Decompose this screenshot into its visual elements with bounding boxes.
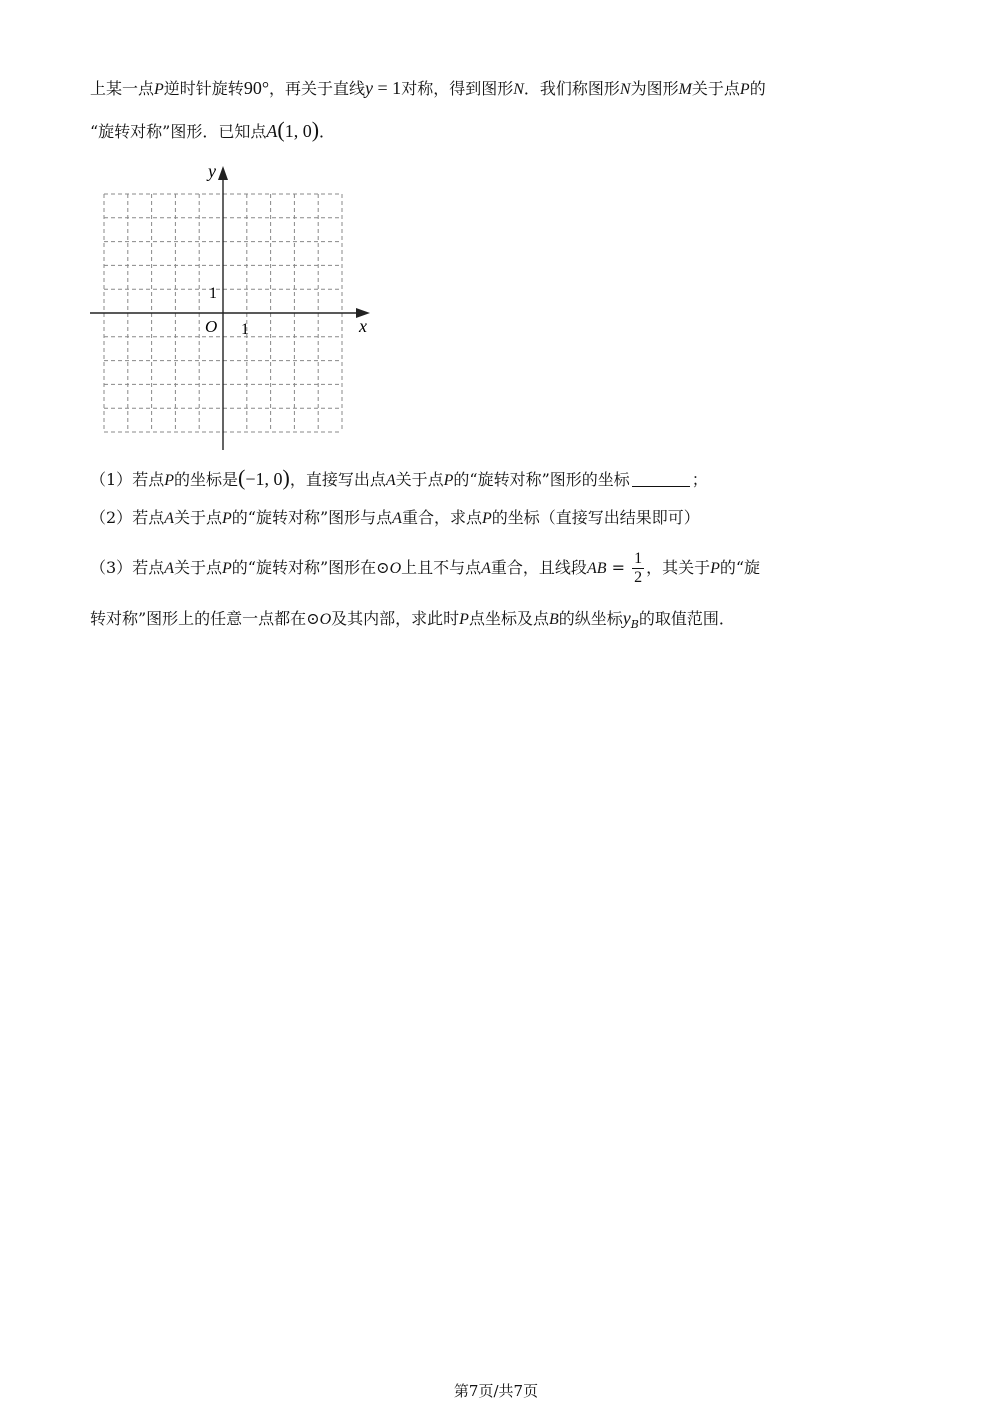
text: 关于点	[173, 508, 222, 527]
equals: =	[606, 558, 631, 577]
text: 若点	[132, 470, 165, 489]
text: ，再关于直线	[269, 79, 366, 98]
var-p: P	[164, 472, 174, 489]
var-n: N	[513, 81, 524, 98]
text: ，其关于	[646, 558, 711, 577]
intro-line-1	[90, 76, 766, 102]
text: 的坐标（直接写出结果即可）	[491, 508, 700, 527]
y-tick-label: 1	[209, 285, 217, 302]
var-n: N	[619, 81, 631, 98]
var-a: A	[392, 510, 402, 527]
text: ，直接写出点	[289, 470, 386, 489]
var-p: P	[481, 510, 492, 527]
fraction-numerator: 1	[634, 550, 643, 567]
text: 点坐标及点	[468, 609, 549, 628]
var-y: y	[622, 608, 631, 628]
var-p: P	[222, 560, 232, 577]
circle-symbol-icon: ⊙	[306, 609, 320, 628]
eq-rest: = 1	[373, 78, 402, 98]
question-number: （3）	[90, 558, 133, 577]
question-2	[90, 506, 700, 531]
var-p: P	[739, 81, 750, 98]
text: 的取值范围．	[638, 609, 735, 628]
text: ．	[319, 122, 336, 141]
coordinate-grid-figure	[88, 160, 378, 455]
text: 关于点	[395, 470, 444, 489]
segment-ab: AB	[586, 560, 607, 577]
text: 的坐标是	[173, 470, 238, 489]
text: 关于点	[173, 558, 222, 577]
text: 的	[749, 79, 766, 98]
text: 的“旋转对称”图形在	[231, 558, 377, 577]
text: 关于点	[691, 79, 740, 98]
x-tick-label: 1	[241, 321, 249, 338]
question-number: （1）	[90, 470, 133, 489]
var-b: B	[548, 611, 559, 628]
text: 逆时针旋转	[163, 79, 244, 98]
text: 的纵坐标	[558, 609, 623, 628]
question-1: （1）若点P的坐标是(−1, 0)，直接写出点A关于点P的“旋转对称”图形的坐标 ；	[90, 465, 708, 490]
text: “旋转对称”图形．已知点	[90, 122, 267, 141]
subscript-b: B	[630, 618, 639, 631]
var-p: P	[459, 611, 469, 628]
var-o: O	[389, 560, 402, 577]
text: 重合，求点	[401, 508, 482, 527]
text: 为图形	[630, 79, 679, 98]
text: 转对称”图形上的任意一点都在	[90, 609, 307, 628]
var-a: A	[164, 510, 174, 527]
var-a: A	[164, 560, 174, 577]
text: ．我们称图形	[523, 79, 620, 98]
text: 若点	[132, 558, 165, 577]
answer-blank[interactable]	[632, 470, 690, 487]
y-axis-label: y	[208, 161, 216, 181]
circle-symbol-icon: ⊙	[376, 558, 390, 577]
text: 重合，且线段	[490, 558, 587, 577]
fraction-one-half	[632, 550, 644, 587]
var-o: O	[319, 611, 332, 628]
angle-90: 90°	[243, 78, 270, 98]
text: 上某一点	[90, 79, 155, 98]
point-p-coord: −1, 0	[245, 469, 283, 489]
text: ；	[691, 470, 708, 489]
var-p: P	[222, 510, 232, 527]
question-number: （2）	[90, 508, 133, 527]
text: 对称，得到图形	[401, 79, 514, 98]
intro-line-2: “旋转对称”图形．已知点A(1, 0)．	[90, 117, 336, 142]
y-axis-arrow-icon	[218, 166, 228, 180]
var-p: P	[154, 81, 164, 98]
origin-label: O	[205, 317, 218, 336]
text: 上且不与点	[401, 558, 482, 577]
text: 若点	[132, 508, 165, 527]
var-a: A	[481, 560, 491, 577]
var-p: P	[710, 560, 720, 577]
var-a: A	[266, 121, 278, 141]
var-a: A	[385, 472, 396, 489]
question-3-line-1	[90, 548, 760, 589]
var-y: y	[365, 78, 374, 98]
var-p: P	[443, 472, 454, 489]
fraction-denominator: 2	[634, 569, 643, 586]
point-a-coord: 1, 0	[284, 121, 312, 141]
x-axis-label: x	[359, 316, 367, 336]
text: 的“旋	[719, 558, 761, 577]
text: 及其内部，求此时	[331, 609, 460, 628]
text: 的“旋转对称”图形的坐标	[453, 470, 630, 489]
question-3-line-2	[90, 606, 735, 637]
page-footer: 第7页/共7页	[453, 1382, 539, 1400]
var-m: M	[678, 81, 692, 98]
text: 的“旋转对称”图形与点	[231, 508, 393, 527]
